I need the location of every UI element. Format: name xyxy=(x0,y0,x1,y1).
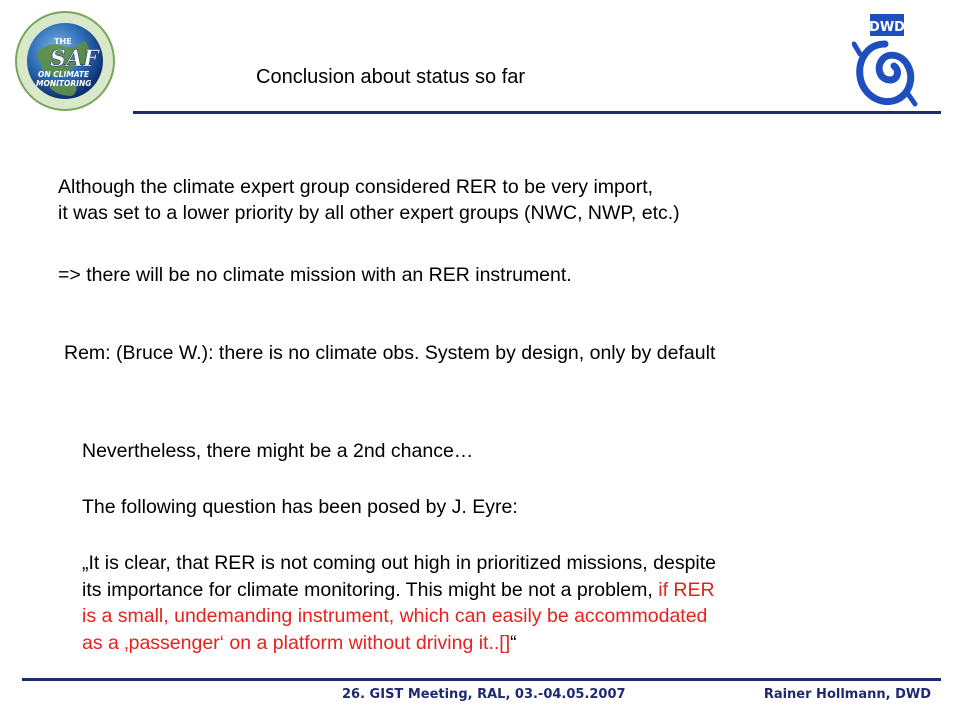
quote-closing-mark: “ xyxy=(510,631,517,654)
saf-globe-logo-icon xyxy=(14,10,116,112)
saf-logo-text-on-climate: ON CLIMATE xyxy=(38,70,90,79)
quote-highlight-1: if RER xyxy=(658,578,715,601)
quote-highlight-2: is a small, undemanding instrument, which can easily be accommodated xyxy=(82,605,708,627)
paragraph-remark: Rem: (Bruce W.): there is no climate obs. System by design, only by default xyxy=(64,342,716,364)
paragraph-priority xyxy=(58,174,680,226)
saf-logo-text-monitoring: MONITORING xyxy=(36,79,92,88)
saf-logo-text-saf: SAF xyxy=(50,46,99,72)
footer-divider xyxy=(22,678,941,681)
page-title: Conclusion about status so far xyxy=(256,66,526,88)
quote-line-4 xyxy=(82,630,716,657)
paragraph-conclusion: => there will be no climate mission with an RER instrument. xyxy=(58,264,572,286)
paragraph-second-chance: Nevertheless, there might be a 2nd chance… xyxy=(82,440,474,462)
dwd-swirl-logo-icon xyxy=(852,14,918,108)
quote-line-1: „It is clear, that RER is not coming out high in prioritized missions, despite xyxy=(82,552,717,574)
saf-logo-text-the: THE xyxy=(54,37,72,46)
footer-author: Rainer Hollmann, DWD xyxy=(763,687,931,702)
paragraph-priority-line-2: it was set to a lower priority by all other expert groups (NWC, NWP, etc.) xyxy=(58,202,680,224)
paragraph-question-intro: The following question has been posed by J. Eyre: xyxy=(82,496,518,518)
header-divider xyxy=(133,111,941,114)
footer-meeting: 26. GIST Meeting, RAL, 03.-04.05.2007 xyxy=(342,687,626,702)
quote-highlight-3: as a ‚passenger‘ on a platform without driving it..[] xyxy=(82,631,511,654)
paragraph-priority-line-1: Although the climate expert group considered RER to be very import, xyxy=(58,176,654,198)
quote-line-2 xyxy=(82,577,716,604)
quote-line-2-text: its importance for climate monitoring. This might be not a problem, xyxy=(82,578,659,601)
quote-block xyxy=(82,550,716,656)
dwd-logo-text: DWD xyxy=(869,20,905,35)
